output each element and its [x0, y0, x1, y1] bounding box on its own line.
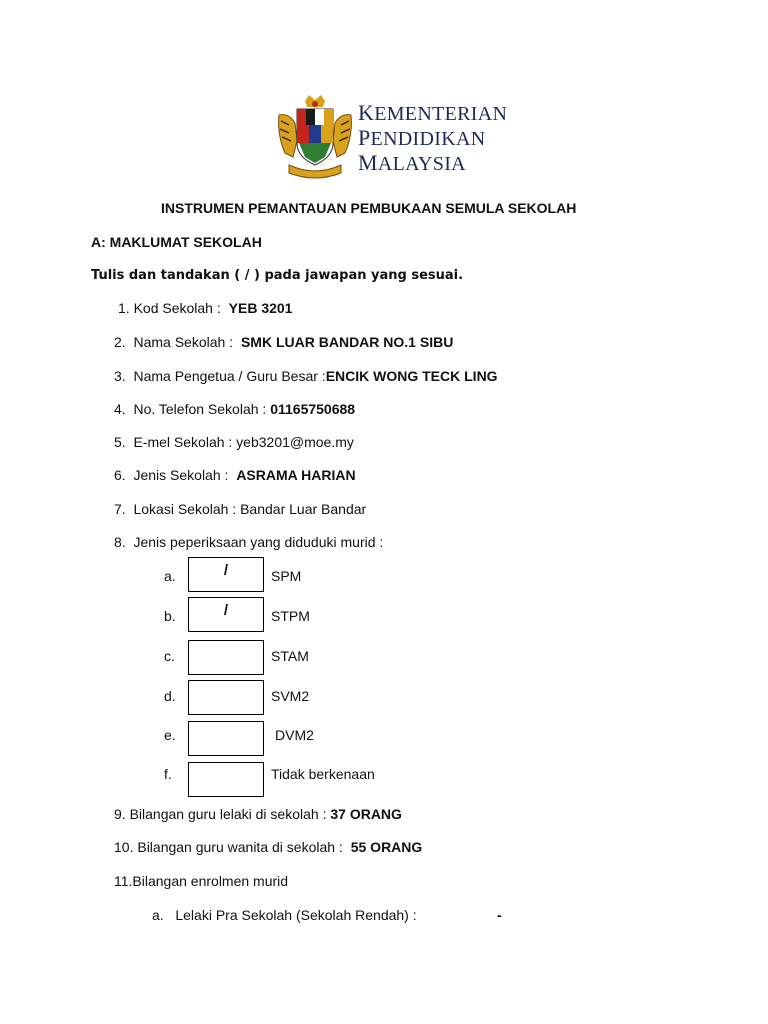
document-title: INSTRUMEN PEMANTAUAN PEMBUKAAN SEMULA SEKOLAH	[161, 200, 577, 216]
ministry-logo	[275, 95, 508, 185]
item-nama-sekolah: 2. Nama Sekolah : SMK LUAR BANDAR NO.1 SIBU	[114, 334, 454, 350]
option-label-stam: STAM	[271, 648, 309, 664]
option-letter: a.	[164, 568, 176, 584]
option-letter: e.	[164, 727, 176, 743]
item-nama-pengetua: 3. Nama Pengetua / Guru Besar :ENCIK WONG TECK LING	[114, 368, 498, 384]
option-label-spm: SPM	[271, 568, 302, 584]
checkbox-tidak-berkenaan[interactable]	[188, 762, 264, 797]
item-lelaki-pra-sekolah-value: -	[497, 907, 502, 923]
option-label-svm2: SVM2	[271, 688, 310, 704]
item-guru-wanita: 10. Bilangan guru wanita di sekolah : 55 ORANG	[114, 839, 423, 855]
item-guru-lelaki: 9. Bilangan guru lelaki di sekolah : 37 ORANG	[114, 806, 402, 822]
checkbox-dvm2[interactable]	[188, 721, 264, 756]
option-letter: b.	[164, 608, 176, 624]
item-jenis-peperiksaan: 8. Jenis peperiksaan yang diduduki murid :	[114, 534, 384, 550]
item-lelaki-pra-sekolah: a. Lelaki Pra Sekolah (Sekolah Rendah) :	[152, 907, 417, 923]
item-emel: 5. E-mel Sekolah : yeb3201@moe.my	[114, 434, 354, 450]
checkbox-stam[interactable]	[188, 640, 264, 675]
item-enrolmen-murid: 11.Bilangan enrolmen murid	[114, 873, 289, 889]
item-telefon: 4. No. Telefon Sekolah : 01165750688	[114, 401, 356, 417]
coat-of-arms-icon	[275, 95, 355, 181]
checkbox-svm2[interactable]	[188, 680, 264, 715]
option-label-stpm: STPM	[271, 608, 310, 624]
instruction-text: Tulis dan tandakan ( / ) pada jawapan yang sesuai.	[91, 268, 464, 283]
item-lokasi: 7. Lokasi Sekolah : Bandar Luar Bandar	[114, 501, 367, 517]
item-jenis-sekolah: 6. Jenis Sekolah : ASRAMA HARIAN	[114, 467, 356, 483]
option-letter: c.	[164, 648, 175, 664]
option-label-dvm2: DVM2	[275, 727, 314, 743]
item-kod-sekolah: 1. Kod Sekolah : YEB 3201	[118, 300, 293, 316]
option-letter: f.	[164, 766, 172, 782]
option-label-tidak-berkenaan: Tidak berkenaan	[271, 766, 375, 782]
section-heading: A: MAKLUMAT SEKOLAH	[91, 234, 262, 250]
option-letter: d.	[164, 688, 176, 704]
ministry-wordmark: KEMENTERIAN PENDIDIKAN MALAYSIA	[358, 100, 508, 175]
checkbox-stpm[interactable]: /	[188, 597, 264, 632]
checkbox-spm[interactable]: /	[188, 557, 264, 592]
